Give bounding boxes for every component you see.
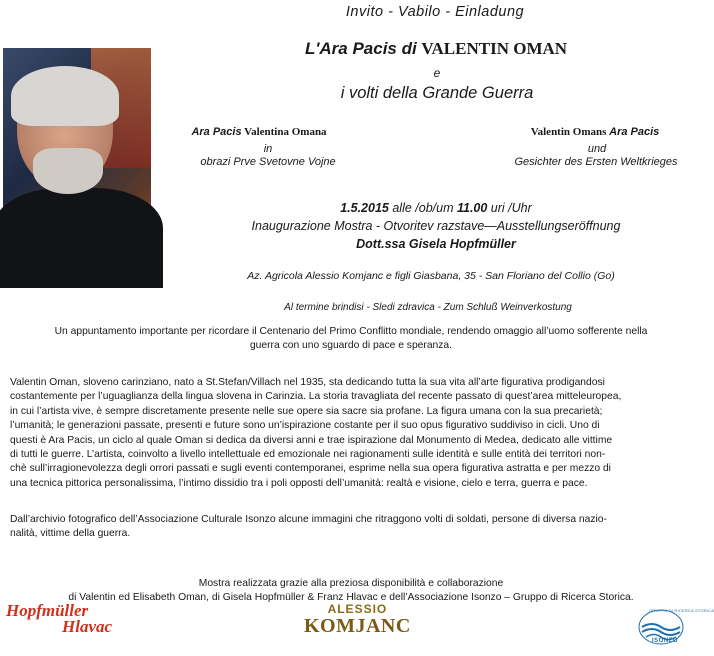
title-conjunction: e [433, 66, 441, 80]
german-und: und [587, 143, 607, 155]
event-date: 1.5.2015 [340, 201, 389, 215]
komjanc-logo [304, 602, 411, 636]
toast-line: Al termine brindisi - Sledi zdravica - Zum Schluß Weinverkostung [284, 302, 572, 313]
german-title-italic: Ara Pacis [609, 126, 660, 138]
intro-line: guerra con uno sguardo di pace e speranza. [249, 340, 453, 352]
german-title [531, 125, 660, 138]
main-title [305, 39, 567, 59]
main-title-italic: L'Ara Pacis di [304, 39, 422, 58]
archive-paragraph [10, 513, 692, 542]
intro-paragraph [10, 325, 692, 354]
isonzo-logo [630, 605, 714, 647]
german-title-rest: Valentin Omans [530, 126, 610, 138]
event-time: 11.00 [456, 201, 488, 215]
inauguration-line: Inaugurazione Mostra - Otvoritev razstave—Ausstellungseröffnung [251, 219, 621, 233]
german-subtitle: Gesichter des Ersten Weltkrieges [514, 156, 678, 168]
body-paragraph [10, 376, 692, 491]
komjanc-logo-main: KOMJANC [304, 615, 411, 637]
slovenian-in: in [263, 143, 273, 155]
speaker-name: Dott.ssa Gisela Hopfmüller [356, 237, 516, 251]
main-subtitle: i volti della Grande Guerra [340, 84, 534, 102]
hlavac-logo-text: Hlavac [62, 617, 113, 636]
body-line: l’umanità; le generazioni passate, presenti e future sono un’ispirazione costante per il suo opus figurativo suddiviso in cicli. Uno di [10, 420, 600, 432]
isonzo-ring-text: GRUPPO DI RICERCA STORICA [649, 608, 714, 613]
event-date-connector: alle /ob/um [388, 201, 457, 215]
body-line: una tecnica pittorica personalissima, l’intimo dissidio tra i poli opposti dell’umanità: realtà e visione, cielo e terra, guerra e pace. [10, 477, 588, 489]
main-title-name: VALENTIN OMAN [421, 39, 568, 58]
slovenian-title-rest: Valentina Omana [241, 126, 327, 138]
hopfmuller-logo-text: Hopfmüller [6, 601, 89, 620]
credits-line: Mostra realizzata grazie alla preziosa disponibilità e collaborazione [198, 578, 504, 589]
archive-line: nalità, vittime della guerra. [10, 528, 131, 540]
credits-line: di Valentin ed Elisabeth Oman, di Gisela Hopfmüller & Franz Hlavac e dell’Associazione Isonzo – Gruppo di Ricerca Storica. [68, 592, 634, 604]
invitation-header: Invito - Vabilo - Einladung [345, 4, 525, 20]
event-datetime [340, 201, 532, 215]
archive-line: Dall’archivio fotografico dell’Associazione Culturale Isonzo alcune immagini che ritraggono volti di soldati, persone di diversa nazio- [10, 514, 607, 525]
slovenian-title [191, 125, 326, 138]
body-line: Valentin Oman, sloveno carinziano, nato a St.Stefan/Villach nel 1935, sta dedicando tutta la sua vita all’arte figurativa prodigandosi [10, 377, 605, 388]
intro-line: Un appuntamento importante per ricordare il Centenario del Primo Conflitto mondiale, rendendo omaggio all’uomo sofferente nella [54, 326, 648, 337]
body-line: di tutti le guerre. L’artista, coinvolto a livello intellettuale ed emozionale nei ragionamenti sulle identità e sulle entità dei territori non- [10, 449, 606, 461]
body-line: chè sull’irragionevolezza degli orrori passati e sugli eventi contemporanei, esprime nella sua opera figurativa astratta e per mezzo di [10, 463, 611, 475]
slovenian-title-italic: Ara Pacis [191, 126, 242, 138]
body-line: in cui l’artista vive, è sempre discretamente presente nelle sue opere sia sacre sia profane. La figura umana con la sua precarietà; [10, 405, 603, 417]
komjanc-logo-top: ALESSIO [327, 602, 388, 616]
venue-line: Az. Agricola Alessio Komjanc e figli Giasbana, 35 - San Floriano del Collio (Go) [247, 270, 615, 282]
body-line: costantemente per l’uguaglianza della lingua slovena in Carinzia. La storia travagliata del recente passato di quest’area mitteleuropea, [10, 391, 622, 403]
slovenian-subtitle: obrazi Prve Svetovne Vojne [200, 156, 336, 168]
body-line: questi è Ara Pacis, un ciclo al quale Oman si dedica da diversi anni e trae ispirazione dal Monumento di Medea, dedicato alle vittime [10, 434, 613, 446]
hopfmuller-hlavac-logo [6, 603, 112, 635]
event-time-unit: uri /Uhr [487, 201, 532, 215]
isonzo-name-text: ISONZO [652, 638, 679, 644]
artist-photo [3, 48, 151, 276]
